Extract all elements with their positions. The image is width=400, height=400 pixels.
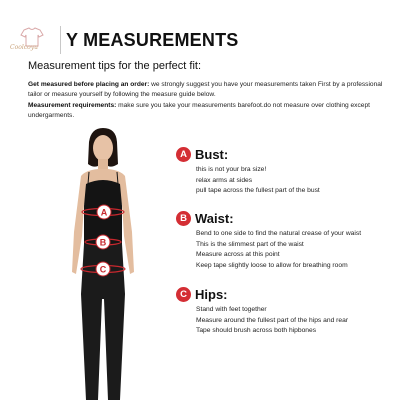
brand-logo-text: Coolcoyu bbox=[10, 44, 38, 51]
waist-title: Waist: bbox=[195, 210, 234, 226]
intro-paragraph-2-text: make sure you take your measurements barefoot.do not measure over clothing except undergarments. bbox=[28, 102, 370, 119]
bust-instructions bbox=[196, 165, 396, 197]
intro-paragraph-2-label: Measurement requirements: bbox=[28, 102, 117, 110]
hips-line: Measure around the fullest part of the hips and rear bbox=[196, 316, 349, 324]
hips-line: Stand with feet together bbox=[196, 306, 267, 313]
header bbox=[0, 0, 400, 56]
marker-b: B bbox=[99, 237, 107, 248]
hips-title: Hips: bbox=[195, 286, 228, 302]
intro-paragraph-1 bbox=[28, 80, 388, 99]
model-face bbox=[93, 135, 113, 161]
page-title: Y MEASUREMENTS bbox=[66, 30, 239, 50]
header-divider bbox=[60, 26, 61, 54]
hips-line: Tape should brush across both hipbones bbox=[196, 327, 317, 335]
marker-a: A bbox=[100, 207, 108, 218]
model-figure bbox=[48, 124, 158, 400]
bust-section bbox=[176, 146, 396, 197]
waist-instructions bbox=[196, 229, 396, 271]
waist-section bbox=[176, 210, 396, 271]
bust-line: this is not your bra size! bbox=[196, 166, 267, 173]
waist-line: Keep tape slightly loose to allow for breathing room bbox=[196, 261, 348, 269]
waist-line: Measure across at this point bbox=[196, 251, 280, 259]
bust-title: Bust: bbox=[195, 146, 229, 162]
hips-badge: C bbox=[176, 287, 191, 302]
bust-heading bbox=[176, 146, 396, 162]
bust-badge: A bbox=[176, 147, 191, 162]
waist-heading bbox=[176, 210, 396, 226]
hips-instructions bbox=[196, 305, 396, 337]
waist-line: Bend to one side to find the natural crease of your waist bbox=[196, 230, 362, 237]
hips-heading bbox=[176, 286, 396, 302]
waist-line: This is the slimmest part of the waist bbox=[196, 240, 304, 248]
intro-paragraph-1-text: we strongly suggest you have your measurements taken First by a professional tailor or measure yourself by following the measure guide below. bbox=[28, 81, 383, 98]
intro-subtitle: Measurement tips for the perfect fit: bbox=[28, 60, 202, 72]
hips-section bbox=[176, 286, 396, 337]
bust-line: relax arms at sides bbox=[196, 176, 253, 184]
waist-badge: B bbox=[176, 211, 191, 226]
intro-paragraph-2 bbox=[28, 101, 388, 120]
marker-c: C bbox=[99, 264, 107, 275]
intro-block bbox=[28, 60, 388, 120]
intro-paragraph-1-label: Get measured before placing an order: bbox=[28, 81, 150, 88]
bust-line: pull tape across the fullest part of the bust bbox=[196, 187, 320, 195]
